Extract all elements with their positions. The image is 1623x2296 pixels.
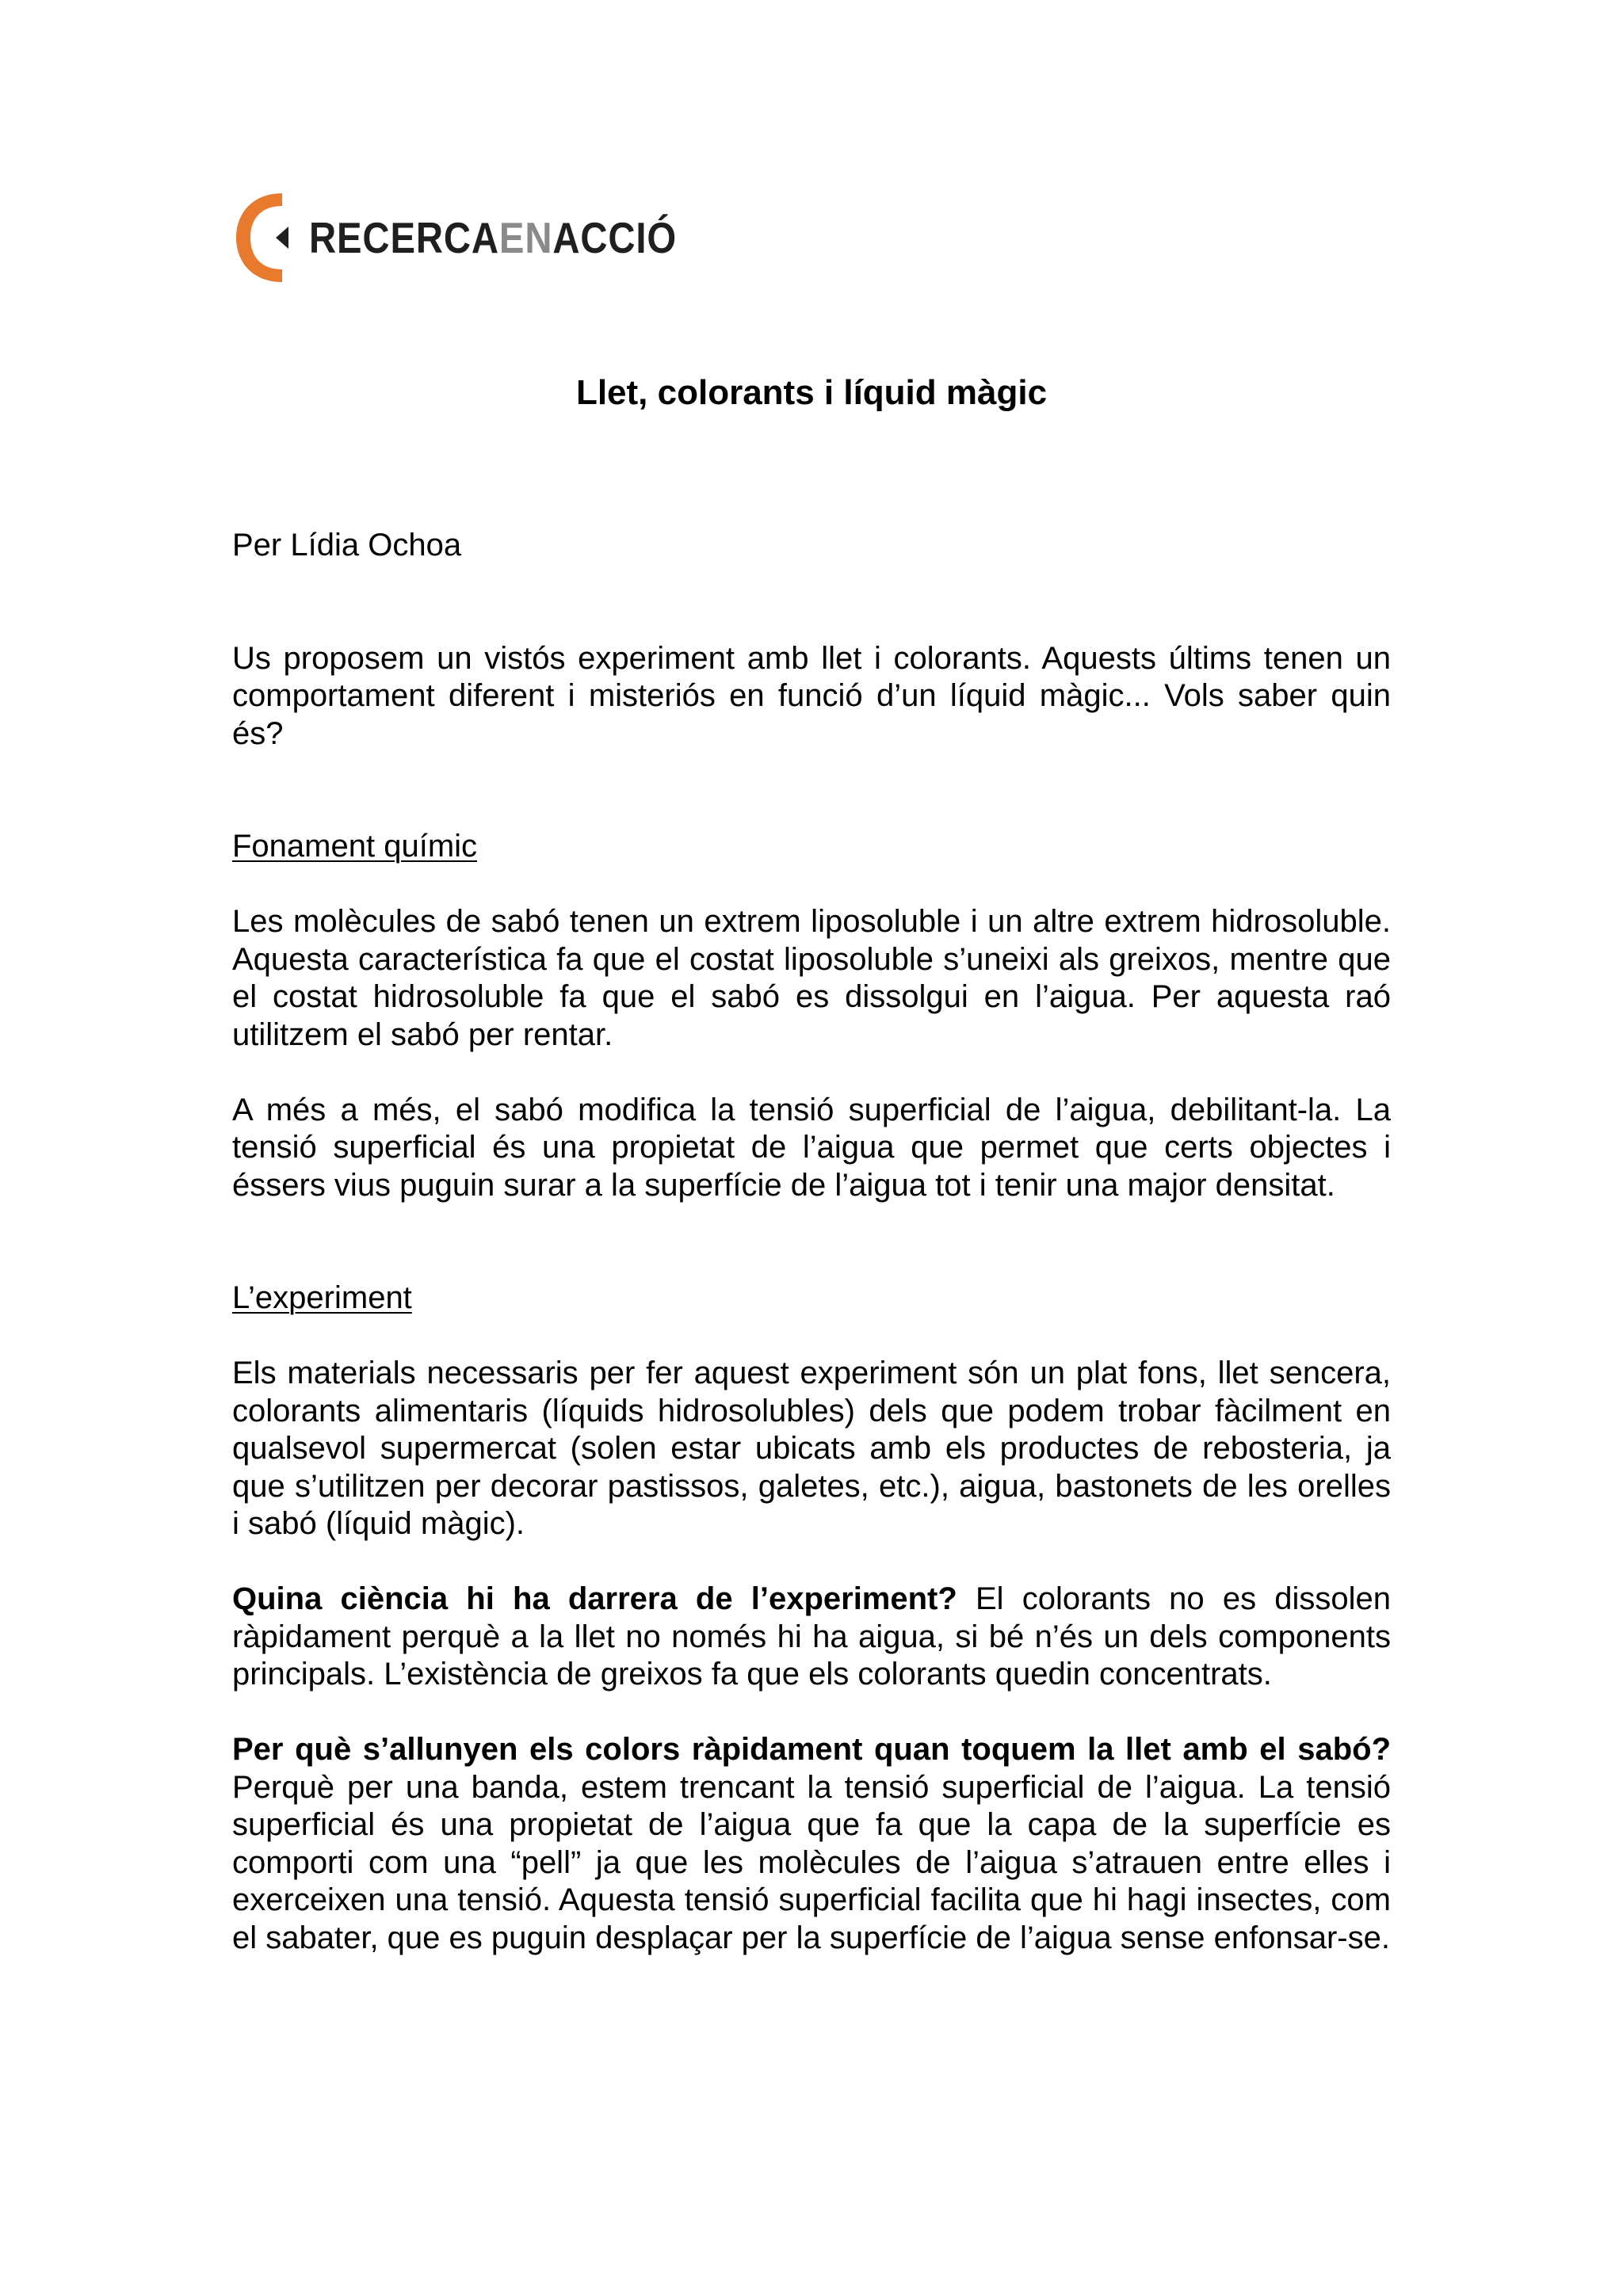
recerca-en-accio-logo [231, 190, 737, 285]
logo-word-recerca: RECERCA [309, 213, 499, 262]
paragraph-fonament-1 [232, 903, 1391, 1054]
paragraph-fonament-2 [232, 1092, 1391, 1205]
section-heading-experiment: L’experiment [232, 1280, 412, 1315]
paragraph-question: Quina ciència hi ha darrera de l’experiment? [232, 1581, 957, 1616]
paragraph-colors [232, 1731, 1391, 1957]
paragraph-text: Els materials necessaris per fer aquest experiment són un plat fons, llet sencera, colorants alimentaris (líquids hidrosolubles) dels que podem trobar fàcilment en qualsevol supermercat (solen estar ubicats amb els productes de rebosteria, ja que s’utilitzen per decorar pastissos, galetes, etc.), aigua, bastonets de les orelles i sabó (líquid màgic). [232, 1356, 1391, 1541]
author-line: Per Lídia Ochoa [232, 528, 462, 563]
paragraph-materials [232, 1355, 1391, 1543]
paragraph-question: Per què s’allunyen els colors ràpidament quan toquem la llet amb el sabó? [232, 1732, 1391, 1767]
document-title: Llet, colorants i líquid màgic [575, 373, 1048, 412]
paragraph-ciencia [232, 1581, 1391, 1694]
paragraph-text: Les molècules de sabó tenen un extrem liposoluble i un altre extrem hidrosoluble. Aquesta característica fa que el costat liposoluble s’uneixi als greixos, mentre que el costat hidrosoluble fa que el sabó es dissolgui en l’aigua. Per aquesta raó utilitzem el sabó per rentar. [232, 904, 1391, 1052]
paragraph-text: A més a més, el sabó modifica la tensió superficial de l’aigua, debilitant-la. La tensió superficial és una propietat de l’aigua que permet que certs objectes i éssers vius puguin surar a la superfície de l’aigua tot i tenir una major densitat. [232, 1092, 1391, 1203]
section-heading-fonament: Fonament químic [232, 829, 478, 864]
intro-paragraph: Us proposem un vistós experiment amb llet i colorants. Aquests últims tenen un comportament diferent i misteriós en funció d’un líquid màgic... Vols saber quin és? [232, 640, 1391, 751]
paragraph-text: El colorants no es dissolen ràpidament perquè a la llet no només hi ha aigua, si bé n’és un dels components principals. L’existència de greixos fa que els colorants quedin concentrats. [232, 1581, 1391, 1691]
logo-word-en: EN [498, 213, 553, 262]
logo-wordmark [309, 212, 677, 263]
c-arrow-logo-icon [231, 190, 301, 285]
document-body [232, 527, 1391, 1995]
paragraph-text: Perquè per una banda, estem trencant la tensió superficial de l’aigua. La tensió superficial és una propietat de l’aigua que fa que la capa de la superfície es comporti com una “pell” ja que les molècules de l’aigua s’atrauen entre elles i exerceixen una tensió. Aquesta tensió superficial facilita que hi hagi insectes, com el sabater, que es puguin desplaçar per la superfície de l’aigua sense enfonsar-se. [232, 1769, 1391, 1955]
logo-word-accio: ACCIÓ [552, 213, 678, 262]
